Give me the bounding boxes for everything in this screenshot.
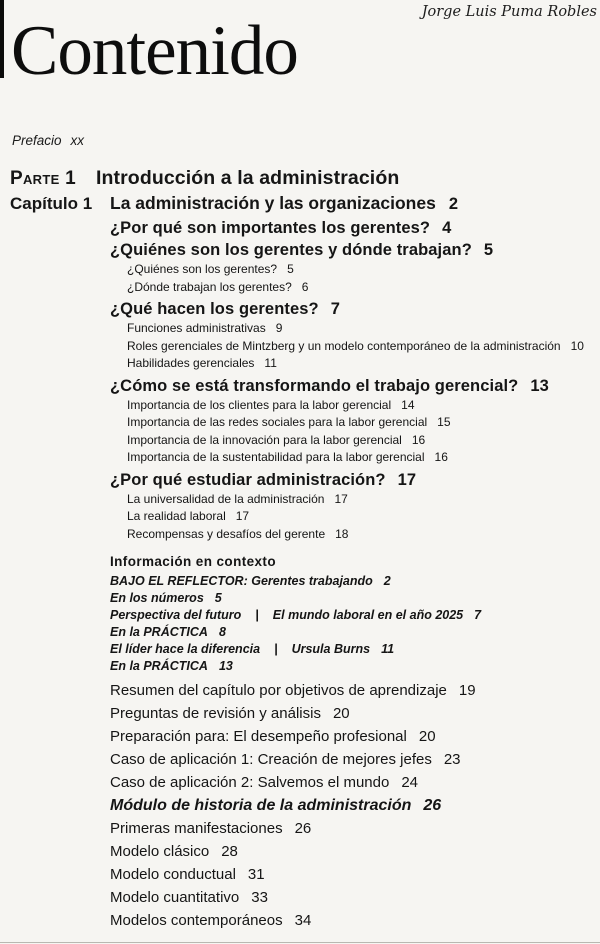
toc-entry-feature <box>110 641 597 658</box>
entry-page-number: 31 <box>247 866 265 883</box>
entry-text: En la PRÁCTICA <box>110 659 208 673</box>
entry-page-number: 16 <box>411 432 426 447</box>
chapter-title: La administración y las organizaciones <box>110 193 436 213</box>
prefacio-label: Prefacio <box>12 133 62 148</box>
title-accent-bar <box>0 0 4 78</box>
part-heading <box>10 167 597 190</box>
entry-text: Recompensas y desafíos del gerente <box>127 526 326 541</box>
entry-text: En los números <box>110 591 204 605</box>
entry-text: Módulo de historia de la administración <box>110 797 412 814</box>
entry-text: Modelo conductual <box>110 866 236 883</box>
toc-entry-review <box>110 748 597 771</box>
entry-page-number: 11 <box>264 356 277 370</box>
entry-text: Habilidades gerenciales <box>127 356 255 370</box>
entry-page-number: 16 <box>434 450 448 464</box>
pipe-divider: | <box>274 642 278 656</box>
toc-entry-sub <box>110 397 597 415</box>
toc-entry-feature <box>110 624 597 641</box>
chapter-heading <box>10 193 597 214</box>
entry-page-number: 19 <box>458 682 476 699</box>
page-title: Contenido <box>11 12 298 90</box>
entry-page-number: 8 <box>218 625 226 639</box>
toc-entry-sub <box>110 338 597 356</box>
toc-entry-sub <box>110 432 597 450</box>
entry-page-number: 18 <box>335 526 349 541</box>
entry-text: ¿Quiénes son los gerentes y dónde trabajan? <box>110 241 472 259</box>
entry-page-number: 5 <box>287 262 294 276</box>
entry-page-number: 5 <box>483 241 494 259</box>
entry-text: ¿Qué hacen los gerentes? <box>110 300 319 318</box>
table-of-contents <box>10 167 597 932</box>
toc-entry-review <box>110 840 597 863</box>
toc-entry-review <box>110 909 597 932</box>
entry-page-number: 11 <box>381 642 395 656</box>
part-title: Introducción a la administración <box>96 167 400 189</box>
entry-text: ¿Quiénes son los gerentes? <box>127 262 278 276</box>
toc-entry-sub <box>110 491 597 509</box>
entry-page-number: 6 <box>301 279 309 294</box>
entry-text: ¿Cómo se está transformando el trabajo gerencial? <box>110 376 519 395</box>
entry-page-number: 23 <box>443 751 461 768</box>
prefacio-entry <box>12 133 84 148</box>
toc-entry-feature <box>110 607 597 624</box>
toc-entry-sub <box>110 355 597 373</box>
entry-page-number: 15 <box>437 415 451 429</box>
toc-entry-heading <box>110 471 597 489</box>
entry-text: Importancia de la innovación para la labor gerencial <box>127 432 402 447</box>
entry-page-number: 13 <box>218 659 233 673</box>
entry-page-number: 9 <box>275 321 283 335</box>
entry-text: Importancia de la sustentabilidad para la labor gerencial <box>127 450 425 464</box>
toc-entry-feature <box>110 658 597 675</box>
entry-text: Caso de aplicación 1: Creación de mejores jefes <box>110 751 432 768</box>
entry-text: Importancia de los clientes para la labor gerencial <box>127 397 392 412</box>
chapter-page-number: 2 <box>448 195 458 213</box>
entry-page-number: 33 <box>251 889 268 906</box>
entry-text: BAJO EL REFLECTOR: Gerentes trabajando <box>110 574 373 588</box>
toc-entry-sub <box>110 414 597 432</box>
page-edge-line <box>0 942 600 943</box>
toc-entries <box>110 219 597 932</box>
entry-text: Importancia de las redes sociales para la labor gerencial <box>127 415 428 429</box>
entry-page-number: 17 <box>334 491 348 506</box>
entry-text: Primeras manifestaciones <box>110 820 283 837</box>
entry-text: Preguntas de revisión y análisis <box>110 705 321 722</box>
toc-entry-sub <box>110 449 597 467</box>
entry-text: Modelo cuantitativo <box>110 889 240 906</box>
entry-text: Roles gerenciales de Mintzberg y un modelo contemporáneo de la administración <box>127 338 561 353</box>
toc-entry-feature <box>110 590 597 607</box>
pipe-divider: | <box>255 608 259 622</box>
toc-entry-sub <box>110 320 597 338</box>
entry-text: Caso de aplicación 2: Salvemos el mundo <box>110 774 390 791</box>
entry-page-number: 26 <box>294 820 312 837</box>
entry-subtitle: Ursula Burns <box>291 642 371 656</box>
part-label: Parte 1 <box>10 168 77 189</box>
entry-text: ¿Dónde trabajan los gerentes? <box>127 279 292 294</box>
entry-text: Información en contexto <box>110 554 276 569</box>
entry-page-number: 28 <box>221 843 238 860</box>
toc-entry-review <box>110 771 597 794</box>
entry-text: En la PRÁCTICA <box>110 625 208 639</box>
entry-page-number: 2 <box>383 574 391 588</box>
toc-entry-review <box>110 679 597 702</box>
entry-text: Funciones administrativas <box>127 321 266 335</box>
toc-entry-context <box>110 553 597 571</box>
toc-entry-heading <box>110 241 597 259</box>
toc-entry-heading <box>110 300 597 318</box>
toc-entry-review <box>110 886 597 909</box>
entry-text: Perspectiva del futuro <box>110 608 242 622</box>
toc-entry-sub <box>110 279 597 297</box>
toc-entry-review <box>110 702 597 725</box>
entry-page-number: 13 <box>530 376 549 395</box>
entry-page-number: 34 <box>294 912 312 929</box>
chapter-label: Capítulo 1 <box>10 194 93 213</box>
entry-page-number: 10 <box>570 338 584 353</box>
author-name: Jorge Luis Puma Robles <box>421 4 597 20</box>
entry-page-number: 24 <box>401 774 419 791</box>
entry-text: Resumen del capítulo por objetivos de aprendizaje <box>110 682 447 699</box>
entry-text: Modelo clásico <box>110 843 210 860</box>
entry-text: ¿Por qué son importantes los gerentes? <box>110 219 431 237</box>
entry-page-number: 20 <box>418 728 436 745</box>
toc-entry-sub <box>110 526 597 544</box>
entry-text: La universalidad de la administración <box>127 491 325 506</box>
entry-page-number: 7 <box>330 300 340 318</box>
toc-entry-review <box>110 725 597 748</box>
prefacio-page-number: xx <box>70 133 85 148</box>
toc-entry-heading <box>110 219 597 237</box>
entry-text: Modelos contemporáneos <box>110 912 283 929</box>
toc-entry-sub <box>110 508 597 526</box>
entry-text: El líder hace la diferencia <box>110 642 261 656</box>
entry-page-number: 26 <box>423 797 442 814</box>
toc-entry-feature <box>110 573 597 590</box>
entry-text: Preparación para: El desempeño profesional <box>110 728 407 745</box>
entry-text: La realidad laboral <box>127 509 226 523</box>
entry-page-number: 14 <box>401 397 415 412</box>
toc-entry-review <box>110 863 597 886</box>
toc-entry-heading <box>110 377 597 395</box>
entry-page-number: 7 <box>474 608 482 622</box>
entry-page-number: 17 <box>397 470 417 489</box>
toc-entry-review <box>110 817 597 840</box>
entry-page-number: 5 <box>214 591 222 605</box>
entry-page-number: 17 <box>235 509 250 523</box>
entry-page-number: 4 <box>442 219 452 237</box>
entry-subtitle: El mundo laboral en el año 2025 <box>272 608 464 622</box>
toc-entry-module <box>110 794 597 817</box>
entry-page-number: 20 <box>332 705 350 722</box>
toc-entry-sub <box>110 261 597 279</box>
entry-text: ¿Por qué estudiar administración? <box>110 470 386 489</box>
